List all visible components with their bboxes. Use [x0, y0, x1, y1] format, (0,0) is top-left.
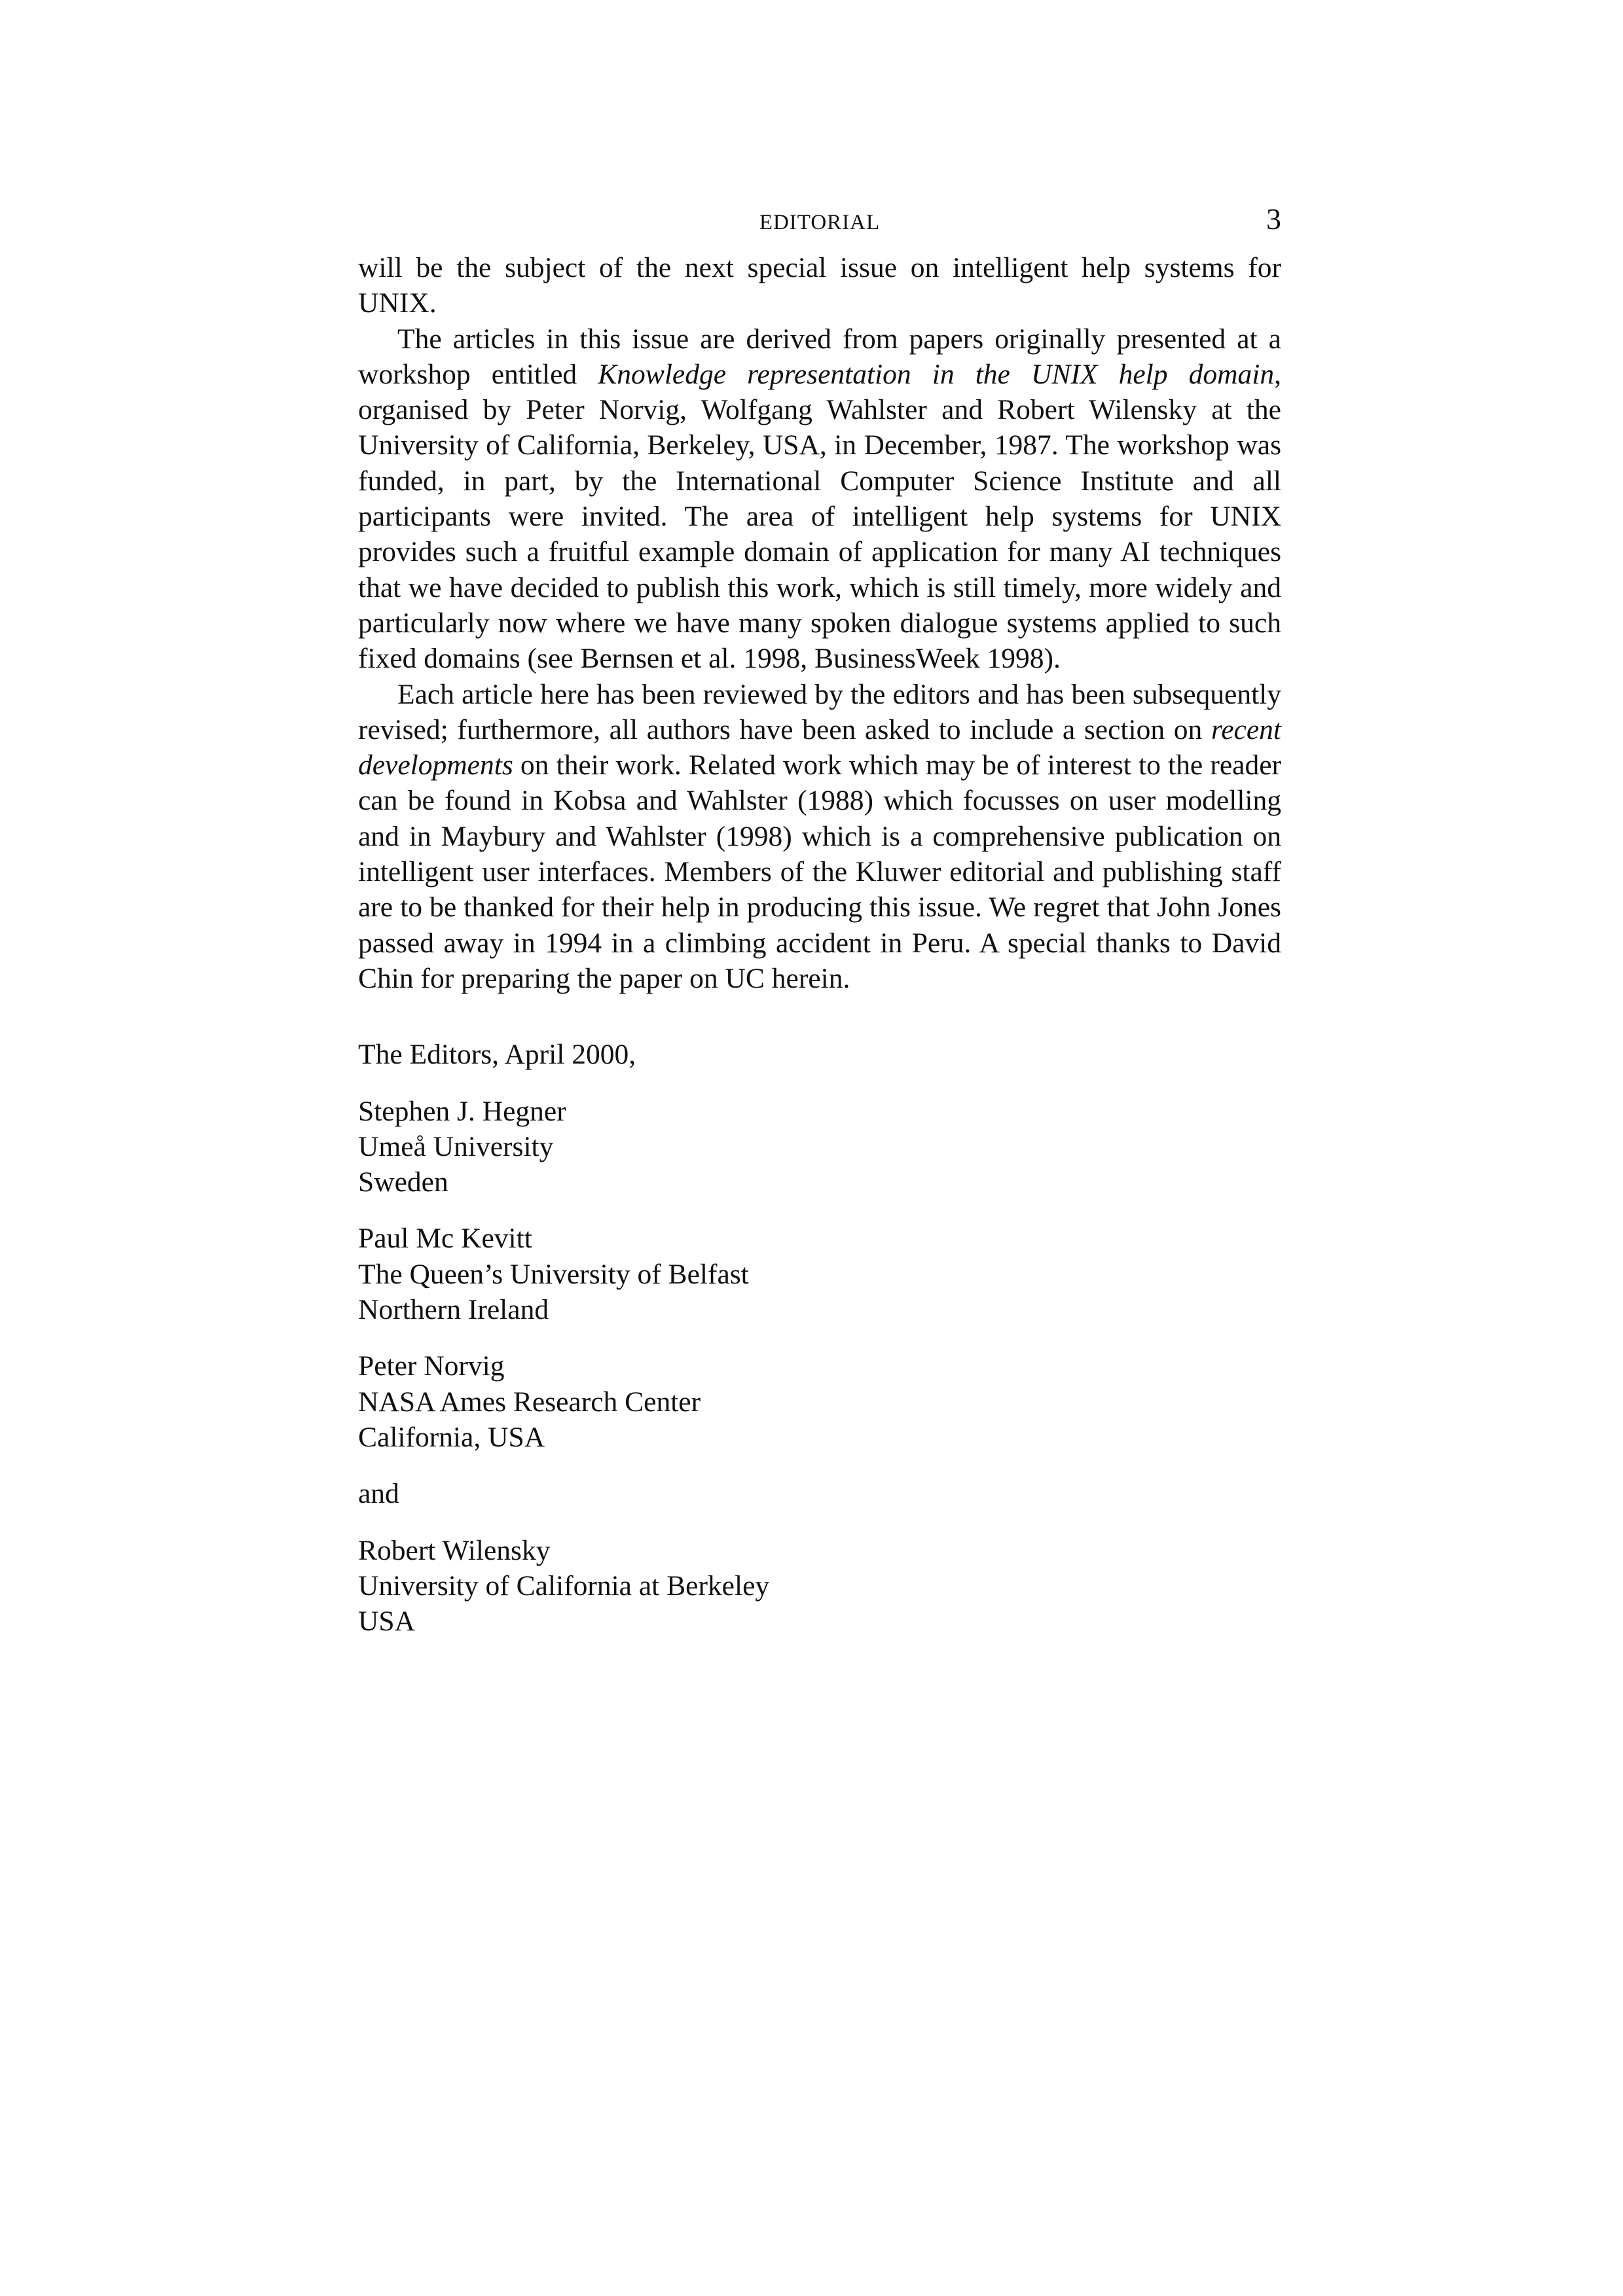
italic-phrase: recent developments	[358, 713, 1281, 781]
editor-block	[358, 1221, 1281, 1327]
running-title: EDITORIAL	[759, 211, 881, 234]
editor-line: The Queen’s University of Belfast	[358, 1258, 749, 1290]
editor-line: California, USA	[358, 1421, 545, 1453]
text-run: The articles in this issue are derived from papers originally presented at a workshop entitled	[358, 323, 1281, 390]
editor-line: Robert Wilensky	[358, 1534, 551, 1566]
paragraph	[358, 677, 1281, 997]
editor-line: Sweden	[358, 1166, 448, 1198]
paragraph	[358, 250, 1281, 321]
text-run: , organised by Peter Norvig, Wolfgang Wahlster and Robert Wilensky at the University of California, Berkeley, USA, in December, 1987. The workshop was funded, in part, by the International Computer Science Institute and all participants were invited. The area of intelligent help systems for UNIX provides such a fruitful example domain of application for many AI techniques that we have decided to publish this work, which is still timely, more widely and particularly now where we have many spoken dialogue systems applied to such fixed domains (see Bernsen et al. 1998, BusinessWeek 1998).	[358, 358, 1281, 675]
editor-line: and	[358, 1478, 399, 1510]
text-run: on their work. Related work which may be of interest to the reader can be found in Kobsa and Wahlster (1988) which focusses on user modelling and in Maybury and Wahlster (1998) which is a comprehensive publication on intelligent user interfaces. Members of the Kluwer editorial and publishing staff are to be thanked for their help in producing this issue. We regret that John Jones passed away in 1994 in a climbing accident in Peru. A special thanks to David Chin for preparing the paper on UC herein.	[358, 749, 1281, 994]
page-number: 3	[1266, 202, 1281, 236]
running-head	[358, 196, 1281, 249]
italic-phrase: Knowledge representation in the UNIX help domain	[598, 358, 1275, 390]
editor-line: Umeå University	[358, 1130, 554, 1162]
editor-line: NASA Ames Research Center	[358, 1386, 701, 1418]
editor-line: USA	[358, 1605, 416, 1638]
body-text	[358, 250, 1281, 996]
editors-list	[358, 1094, 1281, 1640]
text-run: will be the subject of the next special issue on intelligent help systems for UNIX.	[358, 252, 1281, 319]
editor-block	[358, 1533, 1281, 1640]
editor-line: University of California at Berkeley	[358, 1570, 770, 1602]
paragraph	[358, 321, 1281, 677]
editor-line: Northern Ireland	[358, 1294, 549, 1326]
editor-line: Stephen J. Hegner	[358, 1095, 566, 1127]
editor-block	[358, 1348, 1281, 1455]
editor-block	[358, 1094, 1281, 1200]
page	[358, 196, 1281, 1639]
signoff-line: The Editors, April 2000,	[358, 1039, 636, 1071]
text-run: Each article here has been reviewed by the editors and has been subsequently revised; furthermore, all authors have been asked to include a section on	[358, 678, 1281, 745]
editor-line: Peter Norvig	[358, 1350, 505, 1382]
editor-line: Paul Mc Kevitt	[358, 1223, 532, 1255]
editor-block	[358, 1476, 1281, 1511]
signoff	[358, 1037, 1281, 1072]
